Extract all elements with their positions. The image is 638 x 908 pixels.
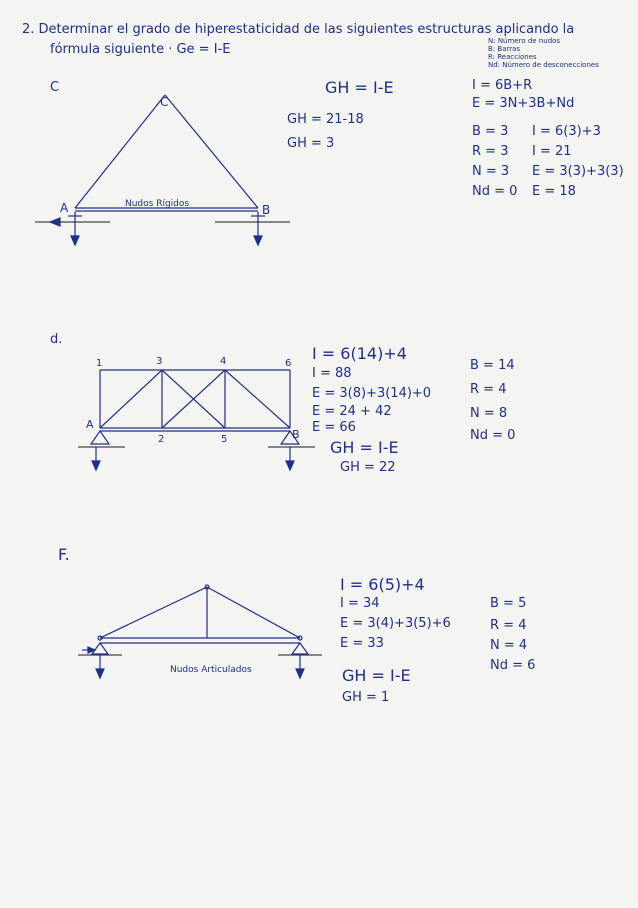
- c-value-nd: Nd = 0: [472, 184, 518, 199]
- d-value-nd: Nd = 0: [470, 428, 516, 443]
- header-line-2: fórmula siguiente · Ge = I-E: [50, 42, 231, 57]
- node-label-5: 5: [221, 434, 228, 445]
- node-label-1: 1: [96, 358, 103, 369]
- f-work-3: E = 33: [340, 636, 384, 651]
- legend-item: Nd: Número de desconecciones: [488, 61, 599, 69]
- f-work-0: I = 6(5)+4: [340, 575, 425, 594]
- f-work-4: GH = I-E: [342, 666, 411, 685]
- c-work-1: GH = 21-18: [287, 112, 364, 127]
- d-work-2: E = 3(8)+3(14)+0: [312, 386, 432, 401]
- f-value-r: R = 4: [490, 618, 527, 633]
- node-label-a: A: [60, 201, 69, 215]
- problem-f-label: F.: [58, 545, 70, 564]
- header-line-1: 2. Determinar el grado de hiperestaticidad de las siguientes estructuras aplicando la: [22, 22, 575, 37]
- d-work-3: E = 24 + 42: [312, 404, 392, 419]
- f-value-b: B = 5: [490, 596, 527, 611]
- node-label-b: B: [292, 428, 300, 441]
- f-work-5: GH = 1: [342, 690, 390, 705]
- node-label-4: 4: [220, 356, 227, 367]
- d-work-6: GH = 22: [340, 460, 396, 475]
- node-label-3: 3: [156, 356, 163, 367]
- legend-item: N: Número de nudos: [488, 37, 561, 45]
- c-formula-0: I = 6B+R: [472, 78, 533, 93]
- d-work-5: GH = I-E: [330, 438, 399, 457]
- c-formula-1: E = 3N+3B+Nd: [472, 96, 575, 111]
- c-work-0: GH = I-E: [325, 78, 394, 97]
- node-label-b: B: [262, 203, 271, 217]
- problem-d-label: d.: [50, 332, 63, 347]
- bar-caption-c: Nudos Rígidos: [125, 199, 190, 209]
- c-value-n: N = 3: [472, 164, 510, 179]
- d-work-0: I = 6(14)+4: [312, 344, 407, 363]
- node-label-a: A: [86, 418, 94, 431]
- f-value-n: N = 4: [490, 638, 528, 653]
- c-result-1: I = 21: [532, 144, 572, 159]
- c-value-r: R = 3: [472, 144, 509, 159]
- f-value-nd: Nd = 6: [490, 658, 536, 673]
- d-value-r: R = 4: [470, 382, 507, 397]
- f-work-1: I = 34: [340, 596, 380, 611]
- problem-c-label: C: [50, 80, 60, 95]
- c-result-0: I = 6(3)+3: [532, 124, 601, 139]
- bar-caption-f: Nudos Articulados: [170, 665, 252, 675]
- c-result-3: E = 18: [532, 184, 576, 199]
- d-value-b: B = 14: [470, 358, 515, 373]
- f-work-2: E = 3(4)+3(5)+6: [340, 616, 451, 631]
- d-value-n: N = 8: [470, 406, 508, 421]
- legend-item: B: Barras: [488, 45, 521, 53]
- node-label-6: 6: [285, 358, 292, 369]
- c-work-2: GH = 3: [287, 136, 335, 151]
- d-work-1: I = 88: [312, 366, 352, 381]
- c-value-b: B = 3: [472, 124, 509, 139]
- c-result-2: E = 3(3)+3(3): [532, 164, 624, 179]
- node-label-2: 2: [158, 434, 165, 445]
- legend-item: R: Reacciones: [488, 53, 537, 61]
- node-label-c: C: [160, 95, 169, 109]
- d-work-4: E = 66: [312, 420, 356, 435]
